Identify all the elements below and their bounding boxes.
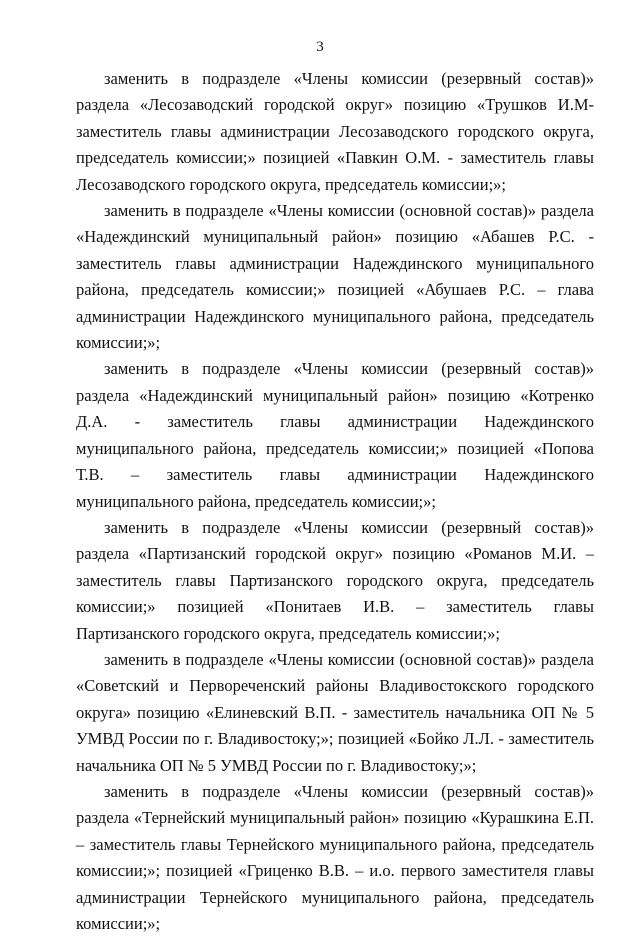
paragraph-nadezhdinsky-reserve: заменить в подразделе «Члены комиссии (резервный состав)» раздела «Надеждинский муниципальный район» позицию «Котренко Д.А. - заместитель главы администрации Надеждинского муниципального района, председатель комиссии;» позицией «Попова Т.В. – заместитель главы администрации Надеждинского муниципального района, председатель комиссии;»; <box>76 359 594 511</box>
document-body <box>76 66 594 937</box>
paragraph-sovetsky-pervorechensky: заменить в подразделе «Члены комиссии (основной состав)» раздела «Советский и Первореченский районы Владивостокского городского округа» позицию «Елиневский В.П. - заместитель начальника ОП № 5 УМВД России по г. Владивостоку;»; позицией «Бойко Л.Л. - заместитель начальника ОП № 5 УМВД России по г. Владивостоку;»; <box>76 649 594 775</box>
paragraph-terneysky: заменить в подразделе «Члены комиссии (резервный состав)» раздела «Тернейский муниципальный район» позицию «Курашкина Е.П. – заместитель главы Тернейского муниципального района, председатель комиссии;»; позицией «Гриценко В.В. – и.о. первого заместителя главы администрации Тернейского муниципального района, председатель комиссии;»; <box>76 781 594 933</box>
page-number: 3 <box>316 39 324 55</box>
paragraph-partizansky: заменить в подразделе «Члены комиссии (резервный состав)» раздела «Партизанский городской округ» позицию «Романов М.И. – заместитель главы Партизанского городского округа, председатель комиссии;» позицией «Понитаев И.В. – заместитель главы Партизанского городского округа, председатель комиссии;»; <box>76 517 594 643</box>
paragraph-lesozavodsk: заменить в подразделе «Члены комиссии (резервный состав)» раздела «Лесозаводский городской округ» позицию «Трушков И.М- заместитель главы администрации Лесозаводского городского округа, председатель комиссии;» позицией «Павкин О.М. - заместитель главы Лесозаводского городского округа, председатель комиссии;»; <box>76 69 594 194</box>
paragraph-nadezhdinsky-main: заменить в подразделе «Члены комиссии (основной состав)» раздела «Надеждинский муниципальный район» позицию «Абашев Р.С. - заместитель главы администрации Надеждинского муниципального района, председатель комиссии;» позицией «Абушаев Р.С. – глава администрации Надеждинского муниципального района, председатель комиссии;»; <box>76 201 594 353</box>
